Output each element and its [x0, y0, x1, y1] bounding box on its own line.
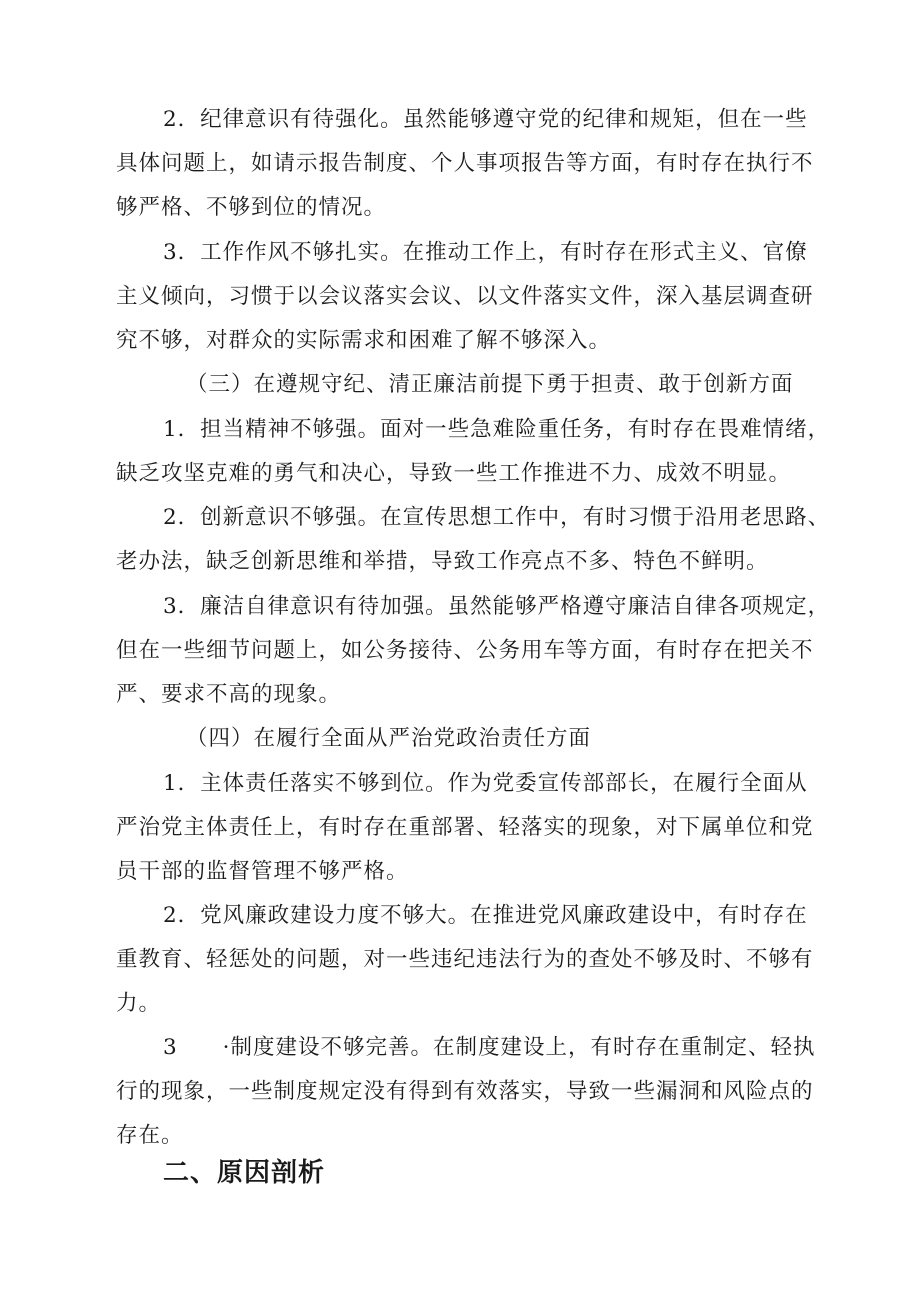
paragraph-line: 够严格、不够到位的情况。	[116, 195, 387, 220]
paragraph-work-style	[116, 231, 836, 363]
paragraph-line: 具体问题上，如请示报告制度、个人事项报告等方面，有时存在执行不	[116, 151, 814, 176]
paragraph-integrity	[116, 585, 836, 717]
paragraph-line: 老办法，缺乏创新思维和举措，导致工作亮点不多、特色不鲜明。	[116, 549, 769, 574]
paragraph-line: 3．廉洁自律意识有待加强。虽然能够严格遵守廉洁自律各项规定，	[163, 594, 831, 619]
paragraph-line: 行的现象，一些制度规定没有得到有效落实，导致一些漏洞和风险点的	[116, 1079, 814, 1104]
paragraph-line: 3 ·制度建设不够完善。在制度建设上，有时存在重制定、轻执	[163, 1035, 816, 1060]
paragraph-line: 1．担当精神不够强。面对一些急难险重任务，有时存在畏难情绪，	[163, 417, 831, 442]
paragraph-line: 严治党主体责任上，有时存在重部署、轻落实的现象，对下属单位和党	[116, 815, 814, 840]
paragraph-line: 1．主体责任落实不够到位。作为党委宣传部部长，在履行全面从	[163, 771, 808, 796]
paragraph-line: 2．纪律意识有待强化。虽然能够遵守党的纪律和规矩，但在一些	[163, 107, 808, 132]
paragraph-line: 力。	[116, 991, 162, 1016]
paragraph-line: 主义倾向，习惯于以会议落实会议、以文件落实文件，深入基层调查研	[116, 284, 814, 309]
paragraph-line: 但在一些细节问题上，如公务接待、公务用车等方面，有时存在把关不	[116, 638, 814, 663]
paragraph-line: 严、要求不高的现象。	[116, 682, 342, 707]
paragraph-innovation	[116, 496, 836, 584]
paragraph-main-responsibility	[116, 762, 836, 894]
paragraph-line: 存在。	[116, 1123, 184, 1148]
section-heading: 二、原因剖析	[163, 1158, 326, 1188]
paragraph-line: 3．工作作风不够扎实。在推动工作上，有时存在形式主义、官僚	[163, 240, 808, 265]
paragraph-line: 究不够，对群众的实际需求和困难了解不够深入。	[116, 328, 612, 353]
paragraph-line: 缺乏攻坚克难的勇气和决心，导致一些工作推进不力、成效不明显。	[116, 461, 792, 486]
paragraph-responsibility-spirit	[116, 408, 836, 496]
paragraph-system-building	[116, 1026, 836, 1158]
subsection-heading-3: （三）在遵规守纪、清正廉洁前提下勇于担责、敢于创新方面	[186, 372, 794, 397]
subsection-heading-4: （四）在履行全面从严治党政治责任方面	[186, 726, 592, 751]
paragraph-line: 2．党风廉政建设力度不够大。在推进党风廉政建设中，有时存在	[163, 903, 808, 928]
paragraph-discipline-awareness	[116, 98, 836, 230]
paragraph-line: 员干部的监督管理不够严格。	[116, 859, 409, 884]
paragraph-party-conduct	[116, 894, 836, 1026]
paragraph-line: 重教育、轻惩处的问题，对一些违纪违法行为的查处不够及时、不够有	[116, 947, 814, 972]
paragraph-line: 2．创新意识不够强。在宣传思想工作中，有时习惯于沿用老思路、	[163, 505, 831, 530]
